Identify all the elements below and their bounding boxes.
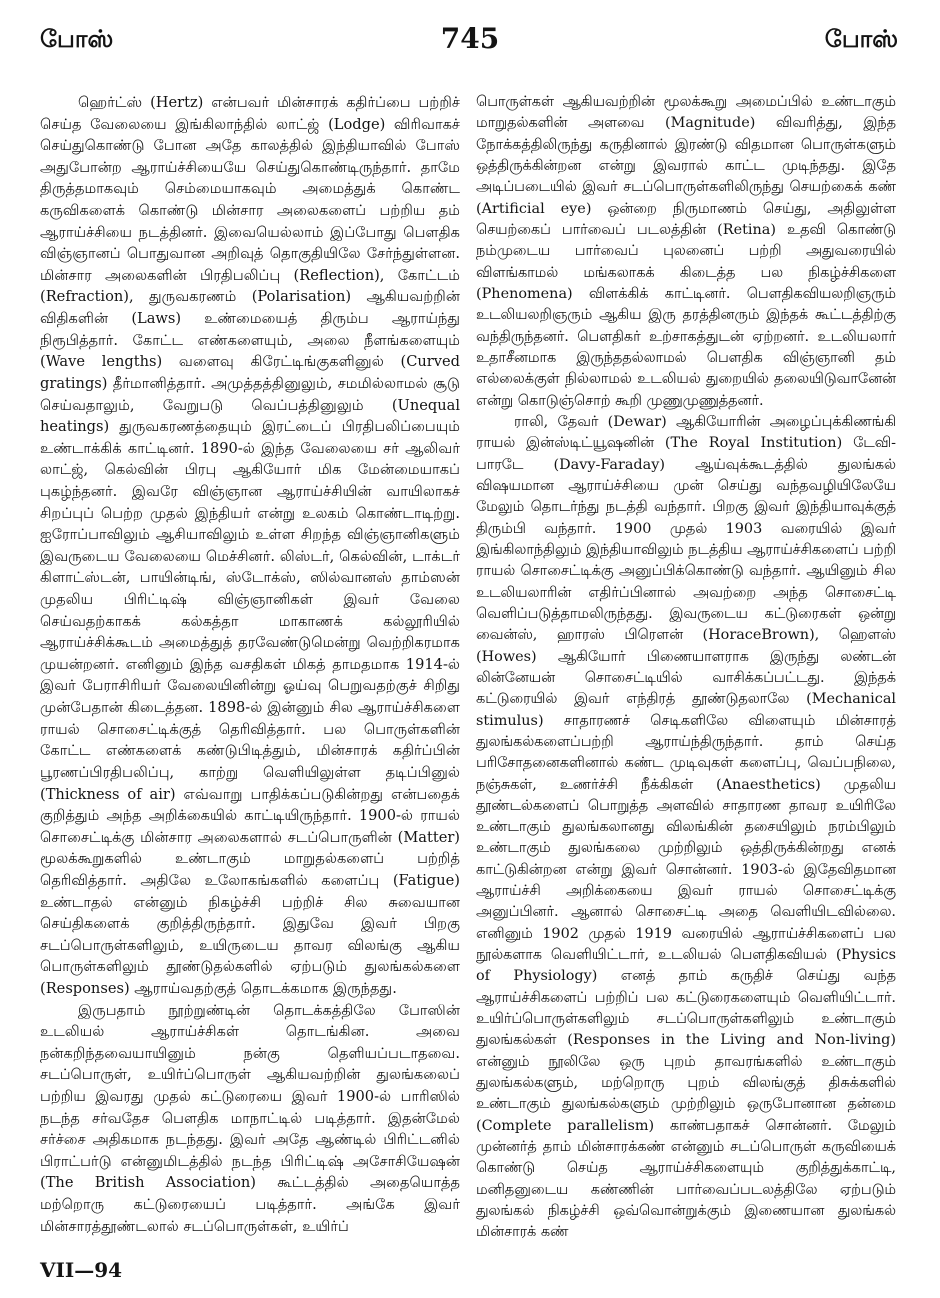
right-column bbox=[476, 92, 896, 1244]
paragraph: பொருள்கள் ஆகியவற்றின் மூலக்கூறு அமைப்பில் உண்டாகும் மாறுதல்களின் அளவை (Magnitude) விவரித்து, இந்த நோக்கத்திலிருந்து கருதினால் இரண்டு விதமான பொருள்களும் ஒத்திருக்கின்றன என்று இவரால் காட்ட முடிந்தது. இதே அடிப்படையில் இவர் சடப்பொருள்களிலிருந்து செயற்கைக் கண் (Artificial eye) ஒன்றை நிருமாணம் செய்து, அதிலுள்ள செயற்கைப் பார்வைப் படலத்தின் (Retina) உதவி கொண்டு நம்முடைய பார்வைப் புலனைப் பற்றி அதுவரையில் விளங்காமல் மங்கலாகக் கிடைத்த பல நிகழ்ச்சிகளை (Phenomena) விளக்கிக் காட்டினர். பௌதிகவியலறிஞரும் உடலியலறிஞரும் ஆகிய இரு தரத்தினரும் இந்தக் கூட்டத்திற்கு வந்திருந்தனர். பௌதிகர் உற்சாகத்துடன் ஏற்றனர். உடலியலார் உதாசீனமாக இருந்ததல்லாமல் பௌதிக விஞ்ஞானி தம் எல்லைக்குள் நில்லாமல் உடலியல் துறையில் தலையிடுவானேன் என்று கொடுஞ்சொற் கூறி முணுமுணுத்தனர். bbox=[476, 94, 896, 409]
page-number: 745 bbox=[440, 22, 500, 55]
paragraph: ஹெர்ட்ஸ் (Hertz) என்பவர் மின்சாரக் கதிர்ப்பை பற்றிச் செய்த வேலையை இங்கிலாந்தில் லாட்ஜ் (Lodge) விரிவாகச் செய்துகொண்டு போன அதே காலத்தில் இந்தியாவில் போஸ் அதுபோன்ற ஆராய்ச்சியையே செய்துகொண்டிருந்தார். தாமே திருத்தமாகவும் செம்மையாகவும் அமைத்துக் கொண்ட கருவிகளைக் கொண்டு மின்சார அலைகளைப் பற்றிய தம் ஆராய்ச்சியை நடத்தினர். இவையெல்லாம் இப்போது பௌதிக விஞ்ஞானப் பொதுவான அறிவுத் தொகுதியிலே சேர்ந்துள்ளன. மின்சார அலைகளின் பிரதிபலிப்பு (Reflection), கோட்டம் (Refraction), துருவகரணம் (Polarisation) ஆகியவற்றின் விதிகளின் (Laws) உண்மையைத் திரும்ப ஆராய்ந்து நிரூபித்தார். கோட்ட எண்களையும், அலை நீளங்களையும் (Wave lengths) வளைவு கிரேட்டிங்குகளினுல் (Curved gratings) தீர்மானித்தார். அமுத்தத்தினுலும், சமமில்லாமல் சூடு செய்வதாலும், வேறுபடு வெப்பத்தினுலும் (Unequal heatings) துருவகரணத்தையும் இரட்டைப் பிரதிபலிப்பையும் உண்டாக்கிக் காட்டினர். 1890-ல் இந்த வேலையை சர் ஆலிவர் லாட்ஜ், கெல்வின் பிரபு ஆகியோர் மிக மேன்மையாகப் புகழ்ந்தனர். இவரே விஞ்ஞான ஆராய்ச்சியின் வாயிலாகச் சிறப்புப் பெற்ற முதல் இந்தியர் என்று உலகம் கொண்டாடிற்று. ஐரோப்பாவிலும் ஆசியாவிலும் உள்ள சிறந்த விஞ்ஞானிகளும் இவருடைய வேலையை மெச்சினர். லிஸ்டர், கெல்வின், டாக்டர் கிளாட்ஸ்டன், பாயின்டிங், ஸ்டோக்ஸ், ஸில்வானஸ் தாம்ஸன் முதலிய பிரிட்டிஷ் விஞ்ஞானிகள் இவர் வேலை செய்வதற்காகக் கல்கத்தா மாகாணக் கல்லூரியில் ஆராய்ச்சிக்கூடம் அமைத்துத் தரவேண்டுமென்று வெற்றிகரமாக முயன்றனர். எனினும் இந்த வசதிகள் மிகத் தாமதமாக 1914-ல் இவர் பேராசிரியர் வேலையினின்று ஓய்வு பெறுவதற்குச் சிறிது முன்பேதான் கிடைத்தன. 1898-ல் இன்னும் சில ஆராய்ச்சிகளை ராயல் சொசைட்டிக்குத் தெரிவித்தார். பல பொருள்களின் கோட்ட எண்களைக் கண்டுபிடித்தும், மின்சாரக் கதிர்ப்பின் பூரணப்பிரதிபலிப்பு, காற்று வெளியிலுள்ள தடிப்பினுல் (Thickness of air) எவ்வாறு பாதிக்கப்படுகின்றது என்பதைக் குறித்தும் அந்த அறிக்கையில் காட்டியிருந்தார். 1900-ல் ராயல் சொசைட்டிக்கு மின்சார அலைகளால் சடப்பொருளின் (Matter) மூலக்கூறுகளில் உண்டாகும் மாறுதல்களைப் பற்றித் தெரிவித்தார். அதிலே உலோகங்களில் களைப்பு (Fatigue) உண்டாதல் என்னும் நிகழ்ச்சி பற்றிச் சில சுவையான செய்திகளைக் குறித்திருந்தார். இதுவே இவர் பிறகு சடப்பொருள்களிலும், உயிருடைய தாவர விலங்கு ஆகிய பொருள்களிலும் தூண்டுதல்களில் ஏற்படும் துலங்கல்களை (Responses) ஆராய்வதற்குத் தொடக்கமாக இருந்தது. bbox=[40, 94, 460, 997]
paragraph: ராலி, தேவர் (Dewar) ஆகியோரின் அழைப்புக்கிணங்கி ராயல் இன்ஸ்டிட்யூஷனின் (The Royal Institution) டேவி-பாரடே (Davy-Faraday) ஆய்வுக்கூடத்தில் துலங்கல் விஷயமான ஆராய்ச்சியை முன் செய்து வந்தவழியிலேயே மேலும் தொடர்ந்து நடத்தி வந்தார். பிறகு இவர் இந்தியாவுக்குத் திரும்பி வந்தார். 1900 முதல் 1903 வரையில் இவர் இங்கிலாந்திலும் இந்தியாவிலும் நடத்திய ஆராய்ச்சிகளைப் பற்றி ராயல் சொசைட்டிக்கு அனுப்பிக்கொண்டு வந்தார். ஆயினும் சில உடலியலாரின் எதிர்ப்பினால் அவற்றை அந்த சொசைட்டி வெளிப்படுத்தாமலிருந்தது. இவருடைய கட்டுரைகள் ஒன்று வைன்ஸ், ஹாரஸ் பிரௌன் (HoraceBrown), ஹௌஸ் (Howes) ஆகியோர் பிணையாளராக இருந்து லண்டன் லின்னேயன் சொசைட்டியில் வாசிக்கப்பட்டது. இந்தக் கட்டுரையில் இவர் எந்திரத் தூண்டுதலாலே (Mechanical stimulus) சாதாரணச் செடிகளிலே விளையும் மின்சாரத் துலங்கல்களைப்பற்றி ஆராய்ந்திருந்தார். தாம் செய்த பரிசோதனைகளினால் கண்ட முடிவுகள் களைப்பு, வெப்பநிலை, நஞ்சுகள், உணர்ச்சி நீக்கிகள் (Anaesthetics) முதலிய தூண்டல்களைப் பொறுத்த அளவில் சாதாரண தாவர உயிரிலே உண்டாகும் துலங்கலானது விலங்கின் தசையிலும் நரம்பிலும் உண்டாகும் துலங்கலை முற்றிலும் ஒத்திருக்கின்றது எனக் காட்டுகின்றன என்று இவர் சொன்னர். 1903-ல் இதேவிதமான ஆராய்ச்சி அறிக்கையை இவர் ராயல் சொசைட்டிக்கு அனுப்பினர். ஆனால் சொசைட்டி அதை வெளியிடவில்லை. எனினும் 1902 முதல் 1919 வரையில் ஆராய்ச்சிகளைப் பல நூல்களாக வெளியிட்டார், உடலியல் பௌதிகவியல் (Physics of Physiology) எனத் தாம் கருதிச் செய்து வந்த ஆராய்ச்சிகளைப் பற்றிப் பல கட்டுரைகளையும் வெளியிட்டார். உயிர்ப்பொருள்களிலும் சடப்பொருள்களிலும் உண்டாகும் துலங்கல்கள் (Responses in the Living and Non-living) என்னும் நூலிலே ஒரு புறம் தாவரங்களில் உண்டாகும் துலங்கல்களும், மற்றொரு புறம் விலங்குத் திசுக்களில் உண்டாகும் துலங்கல்களும் முற்றிலும் ஒருபோனான தன்மை (Complete parallelism) காண்பதாகச் சொன்னர். மேலும் முன்னர்த் தாம் மின்சாரக்கண் என்னும் சடப்பொருள் கருவியைக் கொண்டு செய்த ஆராய்ச்சிகளையும் குறித்துக்காட்டி, மனிதனுடைய கண்ணின் பார்வைப்படலத்திலே ஏற்படும் துலங்கல் நிகழ்ச்சி ஒவ்வொன்றுக்கும் இணையான துலங்கல் மின்சாரக் கண் bbox=[476, 413, 896, 1241]
page-header bbox=[0, 0, 940, 90]
volume-mark: VII—94 bbox=[40, 1258, 123, 1282]
paragraph: இருபதாம் நூற்றுண்டின் தொடக்கத்திலே போஸின் உடலியல் ஆராய்ச்சிகள் தொடங்கின. அவை நன்கறிந்தவையாயினும் நன்கு தெளியப்படாதவை. சடப்பொருள், உயிர்ப்பொருள் ஆகியவற்றின் துலங்கலைப் பற்றிய இவரது முதல் கட்டுரையை இவர் 1900-ல் பாரிஸில் நடந்த சர்வதேச பௌதிக மாநாட்டில் படித்தார். இதன்மேல் சர்ச்சை அதிகமாக நடந்தது. இவர் அதே ஆண்டில் பிரிட்டனில் பிராட்பர்டு என்னுமிடத்தில் நடந்த பிரிட்டிஷ் அசோசியேஷன் (The British Association) கூட்டத்தில் அதையொத்த மற்றொரு கட்டுரையைப் படித்தார். அங்கே இவர் மின்சாரத்தூண்டலால் சடப்பொருள்கள், உயிர்ப் bbox=[40, 1001, 460, 1235]
running-head-left: போஸ் bbox=[40, 24, 114, 53]
left-column bbox=[40, 92, 460, 1237]
running-head-right: போஸ் bbox=[824, 24, 898, 53]
